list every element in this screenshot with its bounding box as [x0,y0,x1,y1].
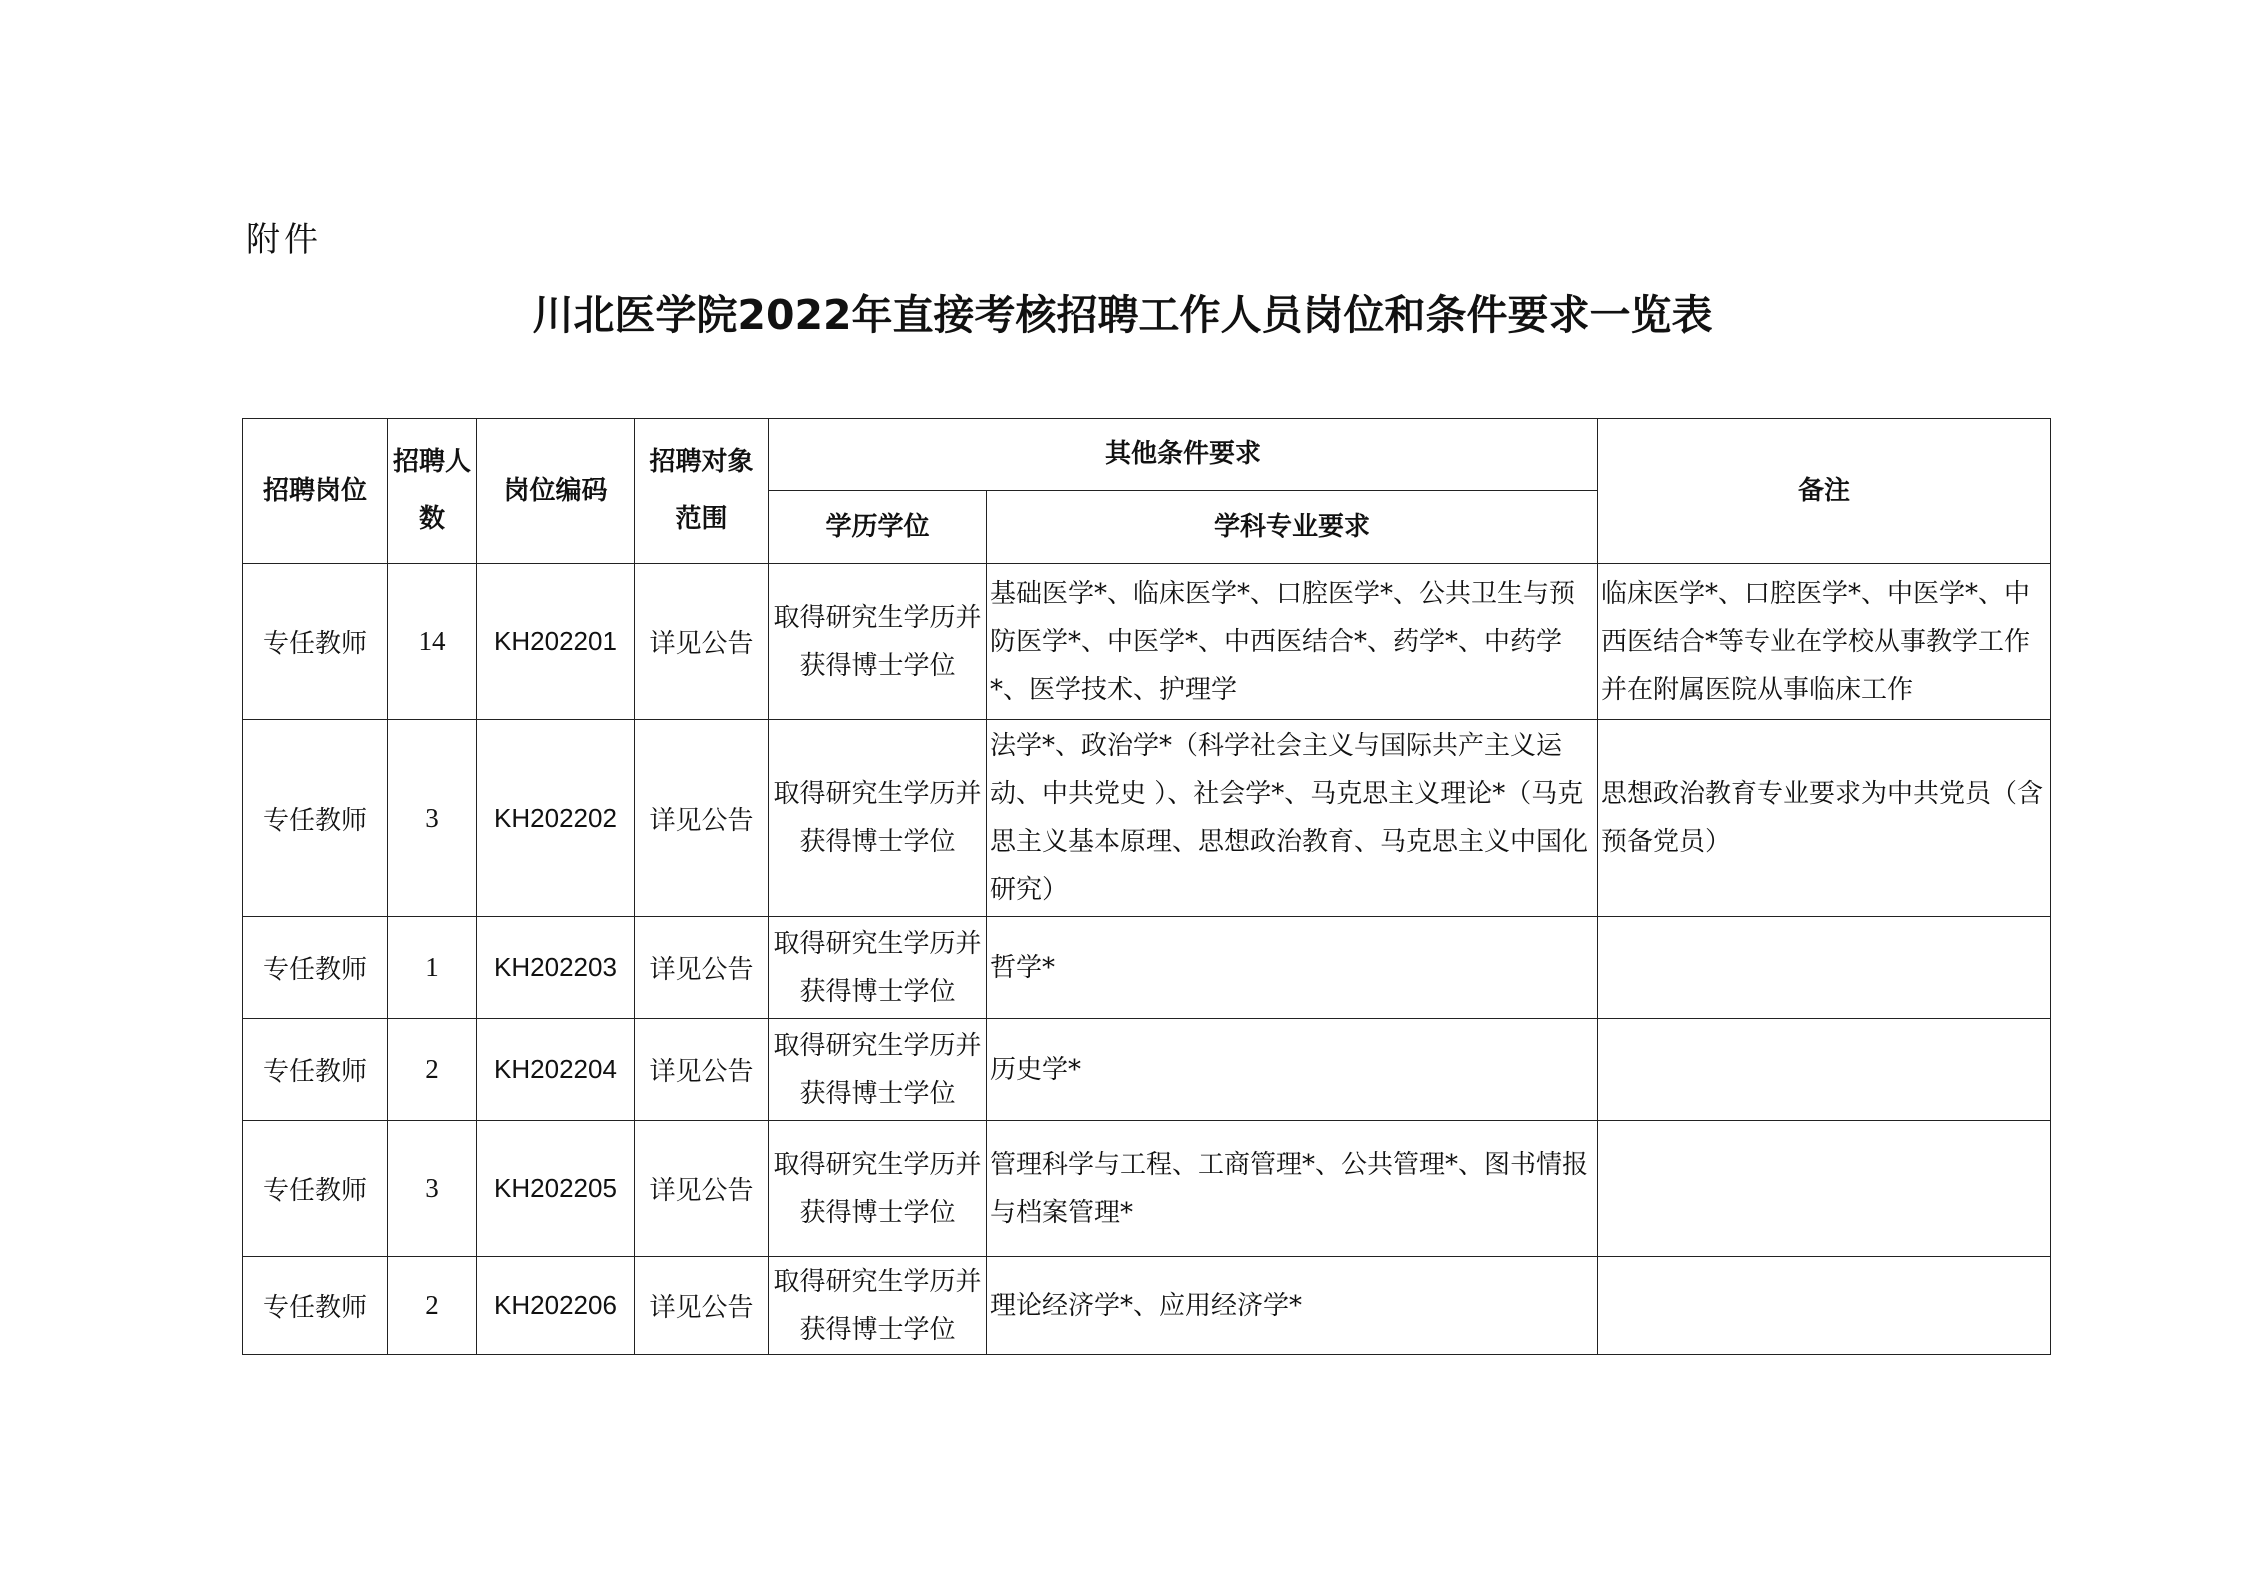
cell-scope: 详见公告 [635,720,769,917]
cell-code: KH202204 [477,1019,635,1121]
cell-remark: 临床医学*、口腔医学*、中医学*、中西医结合*等专业在学校从事教学工作并在附属医院从事临床工作 [1598,564,2051,720]
cell-position: 专任教师 [243,1019,388,1121]
header-degree: 学历学位 [769,491,987,564]
cell-degree: 取得研究生学历并获得博士学位 [769,1019,987,1121]
cell-major: 法学*、政治学*（科学社会主义与国际共产主义运动、中共党史 ）、社会学*、马克思主义理论*（马克思主义基本原理、思想政治教育、马克思主义中国化研究） [987,720,1598,917]
header-other-requirements: 其他条件要求 [769,419,1598,491]
cell-count: 3 [388,1121,477,1257]
cell-major: 管理科学与工程、工商管理*、公共管理*、图书情报与档案管理* [987,1121,1598,1257]
cell-count: 2 [388,1257,477,1355]
cell-position: 专任教师 [243,720,388,917]
cell-major: 基础医学*、临床医学*、口腔医学*、公共卫生与预防医学*、中医学*、中西医结合*、药学*、中药学*、医学技术、护理学 [987,564,1598,720]
cell-remark [1598,917,2051,1019]
cell-degree: 取得研究生学历并获得博士学位 [769,564,987,720]
cell-code: KH202206 [477,1257,635,1355]
header-scope: 招聘对象范围 [635,419,769,564]
table-row [243,917,2051,1019]
cell-scope: 详见公告 [635,1019,769,1121]
cell-degree: 取得研究生学历并获得博士学位 [769,720,987,917]
table-row [243,1019,2051,1121]
cell-count: 2 [388,1019,477,1121]
cell-count: 14 [388,564,477,720]
cell-remark: 思想政治教育专业要求为中共党员（含预备党员） [1598,720,2051,917]
cell-code: KH202202 [477,720,635,917]
cell-degree: 取得研究生学历并获得博士学位 [769,917,987,1019]
cell-count: 1 [388,917,477,1019]
cell-code: KH202205 [477,1121,635,1257]
header-count: 招聘人数 [388,419,477,564]
cell-remark [1598,1121,2051,1257]
cell-count: 3 [388,720,477,917]
cell-position: 专任教师 [243,1257,388,1355]
cell-major: 历史学* [987,1019,1598,1121]
cell-remark [1598,1257,2051,1355]
header-position: 招聘岗位 [243,419,388,564]
table-row [243,564,2051,720]
cell-position: 专任教师 [243,917,388,1019]
recruitment-table [242,418,2051,1355]
header-major: 学科专业要求 [987,491,1598,564]
cell-position: 专任教师 [243,1121,388,1257]
cell-scope: 详见公告 [635,1257,769,1355]
cell-scope: 详见公告 [635,1121,769,1257]
cell-major: 理论经济学*、应用经济学* [987,1257,1598,1355]
cell-degree: 取得研究生学历并获得博士学位 [769,1257,987,1355]
table-row [243,1257,2051,1355]
cell-code: KH202201 [477,564,635,720]
header-remark: 备注 [1598,419,2051,564]
table-row [243,1121,2051,1257]
attachment-label: 附件 [246,220,322,260]
table-row [243,720,2051,917]
cell-remark [1598,1019,2051,1121]
cell-position: 专任教师 [243,564,388,720]
cell-code: KH202203 [477,917,635,1019]
cell-scope: 详见公告 [635,564,769,720]
cell-scope: 详见公告 [635,917,769,1019]
page-title: 川北医学院2022年直接考核招聘工作人员岗位和条件要求一览表 [532,291,1713,339]
header-code: 岗位编码 [477,419,635,564]
cell-major: 哲学* [987,917,1598,1019]
cell-degree: 取得研究生学历并获得博士学位 [769,1121,987,1257]
